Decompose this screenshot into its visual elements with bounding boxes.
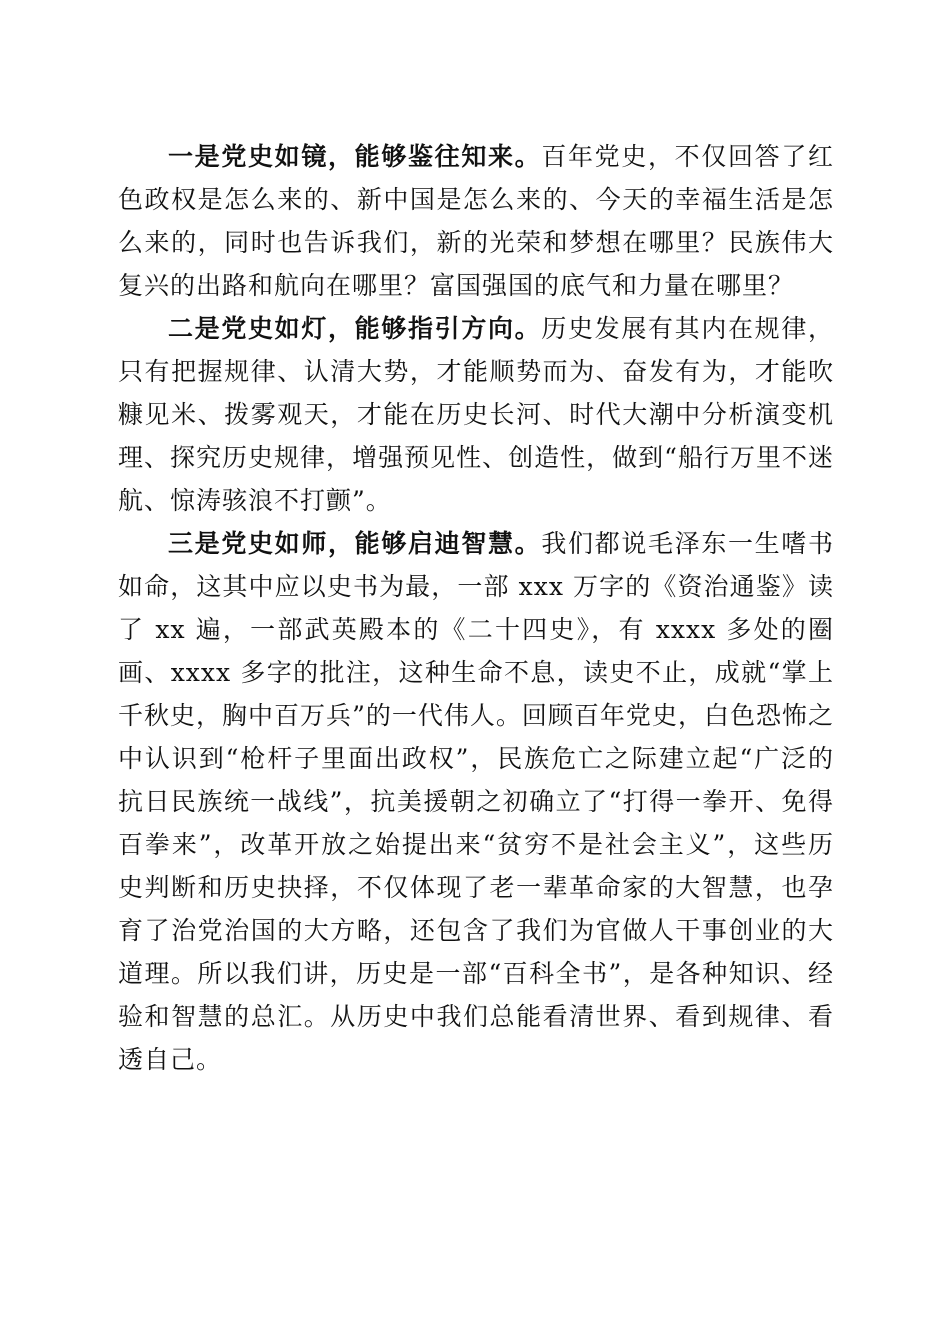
paragraph-body-mirror: 百年党史，不仅回答了红色政权是怎么来的、新中国是怎么来的、今天的幸福生活是怎么来的，同时也告诉我们，新的光荣和梦想在哪里？民族伟大复兴的出路和航向在哪里？富国强国的底气和力量在哪里？ — [118, 142, 834, 300]
document-body — [118, 135, 834, 1081]
paragraph-lead-lamp: 二是党史如灯，能够指引方向。 — [168, 314, 542, 343]
paragraph-body-teacher: 我们都说毛泽东一生嗜书如命，这其中应以史书为最，一部 xxx 万字的《资治通鉴》读了 xx 遍，一部武英殿本的《二十四史》，有 xxxx 多处的圈画、xxxx 多字的批注，这种生命不息，读史不止，成就“掌上千秋史，胸中百万兵”的一代伟人。回顾百年党史，白色恐怖之中认识到“枪杆子里面出政权”，民族危亡之际建立起“广泛的抗日民族统一战线”，抗美援朝之初确立了“打得一拳开、免得百拳来”，改革开放之始提出来“贫穷不是社会主义”，这些历史判断和历史抉择，不仅体现了老一辈革命家的大智慧，也孕育了治党治国的大方略，还包含了我们为官做人干事创业的大道理。所以我们讲，历史是一部“百科全书”，是各种知识、经验和智慧的总汇。从历史中我们总能看清世界、看到规律、看透自己。 — [118, 529, 834, 1074]
paragraph-teacher — [118, 522, 834, 1081]
paragraph-body-lamp: 历史发展有其内在规律，只有把握规律、认清大势，才能顺势而为、奋发有为，才能吹糠见米、拨雾观天，才能在历史长河、时代大潮中分析演变机理、探究历史规律，增强预见性、创造性，做到“船行万里不迷航、惊涛骇浪不打颤”。 — [118, 314, 834, 515]
paragraph-lamp — [118, 307, 834, 522]
paragraph-lead-teacher: 三是党史如师，能够启迪智慧。 — [168, 529, 542, 558]
paragraph-mirror — [118, 135, 834, 307]
paragraph-lead-mirror: 一是党史如镜，能够鉴往知来。 — [168, 142, 542, 171]
